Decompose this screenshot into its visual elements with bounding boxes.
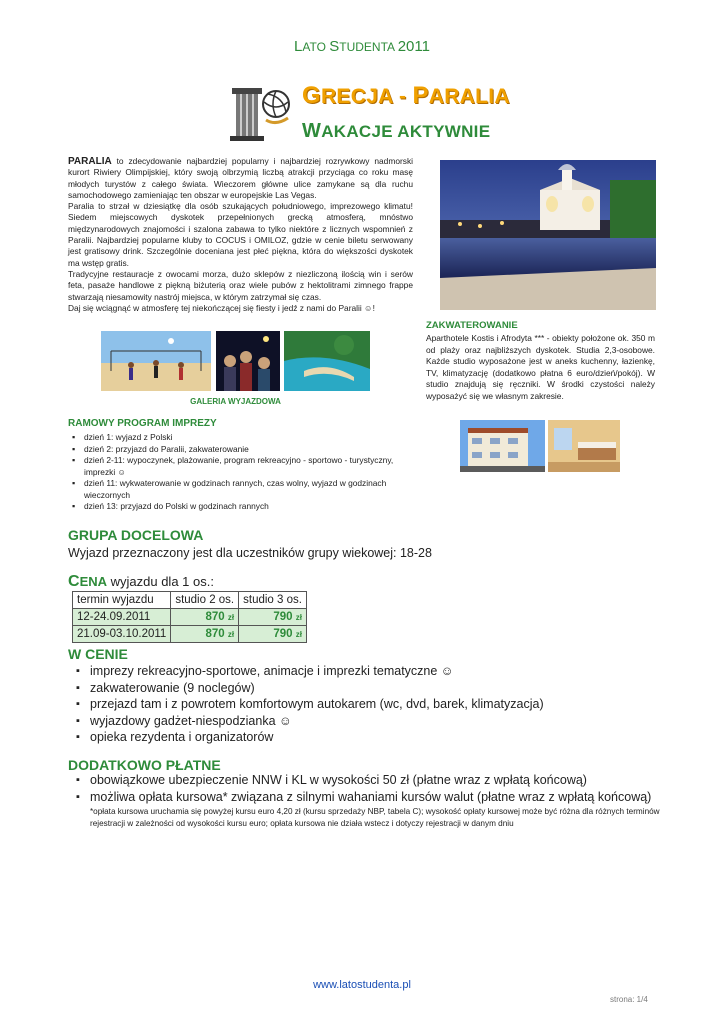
term-cell: 12-24.09.2011 bbox=[73, 609, 171, 626]
price-heading: CENA wyjazdu dla 1 os.: bbox=[68, 573, 214, 590]
term-cell: 21.09-03.10.2011 bbox=[73, 626, 171, 643]
included-list bbox=[72, 663, 632, 746]
price-table bbox=[72, 591, 307, 643]
column-header: studio 2 os. bbox=[171, 592, 239, 609]
extra-costs-heading: DODATKOWO PŁATNE bbox=[68, 757, 221, 773]
list-item: ▪ przejazd tam i z powrotem komfortowym autokarem (wc, dvd, barek, klimatyzacja) bbox=[72, 696, 632, 713]
list-item: ▪ imprezy rekreacyjno-sportowe, animacje i imprezki tematyczne ☺ bbox=[72, 663, 632, 680]
list-item: ▪ zakwaterowanie (9 noclegów) bbox=[72, 680, 632, 697]
page-title: GRECJA - PARALIA bbox=[302, 82, 510, 109]
price-cell: 790 zł bbox=[239, 609, 307, 626]
list-item: ▪ opieka rezydenta i organizatorów bbox=[72, 729, 632, 746]
hotel-room-photo bbox=[548, 420, 620, 472]
gallery-label: GALERIA WYJAZDOWA bbox=[190, 397, 281, 406]
group-heading: GRUPA DOCELOWA bbox=[68, 527, 204, 543]
price-cell: 870 zł bbox=[171, 626, 239, 643]
hotel-exterior-photo bbox=[460, 420, 545, 472]
column-header: termin wyjazdu bbox=[73, 592, 171, 609]
intro-paragraph: Tradycyjne restauracje z owocami morza, dużo sklepów z niezliczoną ilością win i serów feta, pasaże handlowe z piękną biżuterią oraz wiele pubów z hektolitrami zimnego frappe stwarzają niesamowity nastrój miejsca, w którym zatrzymał się czas. bbox=[68, 268, 413, 302]
table-row bbox=[73, 626, 307, 643]
table-row bbox=[73, 609, 307, 626]
column-header: studio 3 os. bbox=[239, 592, 307, 609]
footer-link[interactable]: www.latostudenta.pl bbox=[313, 979, 411, 991]
greek-column-volleyball-logo bbox=[228, 82, 294, 142]
intro-paragraph: Paralia to strzał w dziesiątkę dla osób szukających południowego, imprezowego klimatu! Siedem miejscowych dyskotek przepełnionych grecką atmosferą, mnóstwo międzynarodowych znajomości i szalona zabawa to tylko niektóre z licznych wspomnień z Paralii. Najbardziej popularne kluby to COCUS i OMILOZ, gdzie w cenie biletu serwowany jest gratisowy drink. Szczególnie doceniana jest płeć piękna, która do większości dyskotek ma wstęp gratis. bbox=[68, 201, 413, 268]
list-item: ▪ dzień 13: przyjazd do Polski w godzinach rannych bbox=[72, 501, 417, 513]
group-text: Wyjazd przeznaczony jest dla uczestników grupy wiekowej: 18-28 bbox=[68, 546, 432, 560]
list-item: ▪ dzień 2: przyjazd do Paralii, zakwaterowanie bbox=[72, 444, 417, 456]
program-list bbox=[72, 432, 417, 513]
header-title: LATO STUDENTA 2011 bbox=[294, 38, 430, 55]
extra-costs-list bbox=[72, 772, 672, 805]
intro-lead: PARALIA bbox=[68, 156, 112, 167]
intro-text: PARALIA to zdecydowanie najbardziej popularny i najbardziej rozrywkowy nadmorski kurort Riwiery Olimpijskiej, który swoją olbrzymią liczbą atrakcji przyciąga co roku masę młodych turystów z całego świata. Wieczorem główne ulice zamykane są dla ruchu samochodowego zamieniając ten obszar w europejskie Las Vegas. Paralia to strzał w dziesiątkę dla osób szukających południowego, imprezowego klimatu! Siedem miejscowych dyskotek przepełnionych grecką atmosferą, mnóstwo międzynarodowych znajomości i szalona zabawa to tylko niektóre z licznych wspomnień z Paralii. Najbardziej popularne kluby to COCUS i OMILOZ, gdzie w cenie biletu serwowany jest gratisowy drink. Szczególnie doceniana jest płeć piękna, która do większości dyskotek ma wstęp gratis. Tradycyjne restauracje z owocami morza, dużo sklepów z niezliczoną ilością win i serów feta, pasaże handlowe z piękną biżuterią oraz wiele pubów z hektolitrami zimnego frappe stwarzają niesamowity nastrój miejsca, w którym zatrzymał się czas. Daj się wciągnąć w atmosferę tej niekończącej się fiesty i jedź z nami do Paralii ☺! bbox=[68, 156, 413, 313]
gallery-photo-party[interactable] bbox=[216, 331, 280, 391]
price-cell: 870 zł bbox=[171, 609, 239, 626]
list-item: ▪ dzień 1: wyjazd z Polski bbox=[72, 432, 417, 444]
table-header-row bbox=[73, 592, 307, 609]
list-item: ▪ obowiązkowe ubezpieczenie NNW i KL w wysokości 50 zł (płatne wraz z wpłatą końcową) bbox=[72, 772, 672, 789]
price-cell: 790 zł bbox=[239, 626, 307, 643]
program-heading: RAMOWY PROGRAM IMPREZY bbox=[68, 418, 217, 429]
intro-paragraph: Daj się wciągnąć w atmosferę tej niekończącej się fiesty i jedź z nami do Paralii ☺! bbox=[68, 302, 375, 313]
list-item: ▪ wyjazdowy gadżet-niespodzianka ☺ bbox=[72, 713, 632, 730]
accommodation-heading: ZAKWATEROWANIE bbox=[426, 320, 518, 331]
list-item: ▪ możliwa opłata kursowa* związana z silnymi wahaniami kursów walut (płatne wraz z wpłatą końcową) bbox=[72, 789, 672, 806]
gallery-photo-beach-volleyball[interactable] bbox=[101, 331, 211, 391]
gallery-photo-bay[interactable] bbox=[284, 331, 370, 391]
page-number: strona: 1/4 bbox=[610, 995, 648, 1004]
list-item: ▪ dzień 11: wykwaterowanie w godzinach rannych, czas wolny, wyjazd w godzinach wieczornych bbox=[72, 478, 417, 501]
page-subtitle: WAKACJE AKTYWNIE bbox=[302, 120, 491, 142]
list-item: ▪ dzień 2-11: wypoczynek, plażowanie, program rekreacyjno - sportowo - turystyczny, imprezki ☺ bbox=[72, 455, 417, 478]
footnote: *opłata kursowa uruchamia się powyżej kursu euro 4,20 zł (kursu sprzedaży NBP, tabela C); wysokość opłaty kursowej może być różna dla różnych terminów rejestracji w zależności od wysokości kursu euro; opłata kursowa nie działa wstecz i dotyczy rejestracji w danym dniu bbox=[90, 807, 660, 828]
accommodation-text: Aparthotele Kostis i Afrodyta *** - obiekty położone ok. 350 m od plaży oraz najbliższych dyskotek. Studia 2,3-osobowe. Każde studio wyposażone jest w aneks kuchenny, łazienkę, TV, klimatyzację (dodatkowo płatna 6 euro/dzień/pokój). W studio znajdują się ręczniki. W środki czystości należy wyposażyć się we własnym zakresie. bbox=[426, 333, 655, 401]
included-heading: W CENIE bbox=[68, 646, 128, 662]
paralia-church-photo bbox=[440, 160, 656, 310]
